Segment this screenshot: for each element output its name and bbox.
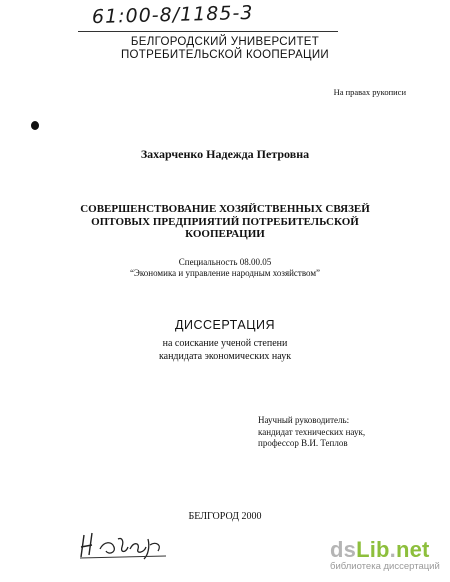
- dissertation-heading: ДИССЕРТАЦИЯ: [175, 318, 275, 332]
- logo-dot: .: [389, 537, 396, 562]
- dslib-watermark: [330, 538, 448, 572]
- advisor-line-3: профессор В.И. Теплов: [258, 438, 348, 448]
- title-line-2: ОПТОВЫХ ПРЕДПРИЯТИЙ ПОТРЕБИТЕЛЬСКОЙ: [91, 215, 359, 228]
- reference-underline: [78, 31, 338, 32]
- punch-hole-mark: [31, 121, 39, 130]
- title-line-3: КООПЕРАЦИИ: [185, 228, 265, 240]
- watermark-subtitle: библиотека диссертаций: [330, 561, 440, 572]
- specialty-name: “Экономика и управление народным хозяйством”: [129, 268, 321, 278]
- university-name: [0, 36, 450, 62]
- city-year: БЕЛГОРОД 2000: [188, 511, 262, 522]
- advisor-line-2: кандидат технических наук,: [258, 426, 366, 437]
- degree-line-1: на соискание ученой степени: [162, 338, 288, 349]
- author-name: Захарченко Надежда Петровна: [140, 147, 310, 161]
- logo-lib: Lib: [356, 537, 390, 562]
- university-line-1: БЕЛГОРОДСКИЙ УНИВЕРСИТЕТ: [130, 36, 320, 48]
- title-line-1: СОВЕРШЕНСТВОВАНИЕ ХОЗЯЙСТВЕННЫХ СВЯЗЕЙ: [80, 203, 370, 215]
- handwritten-signature: [78, 527, 173, 561]
- specialty-label: Специальность: [178, 257, 238, 267]
- degree-line-2: кандидата экономических наук: [158, 350, 292, 362]
- advisor-block: [258, 415, 365, 450]
- specialty-block: [0, 257, 450, 279]
- university-line-2: ПОТРЕБИТЕЛЬСКОЙ КООПЕРАЦИИ: [120, 49, 329, 61]
- dslib-logo: [330, 538, 448, 562]
- advisor-line-1: Научный руководитель:: [258, 415, 350, 425]
- dissertation-title: [0, 203, 450, 241]
- manuscript-rights-note: На правах рукописи: [333, 87, 406, 97]
- specialty-code: 08.00.05: [239, 257, 272, 267]
- specialty-code-line: [0, 257, 450, 268]
- handwritten-reference-number: 61:00-8/1185-3: [91, 1, 254, 29]
- logo-net: net: [395, 537, 430, 562]
- logo-ds: ds: [330, 537, 357, 562]
- degree-block: [0, 338, 450, 363]
